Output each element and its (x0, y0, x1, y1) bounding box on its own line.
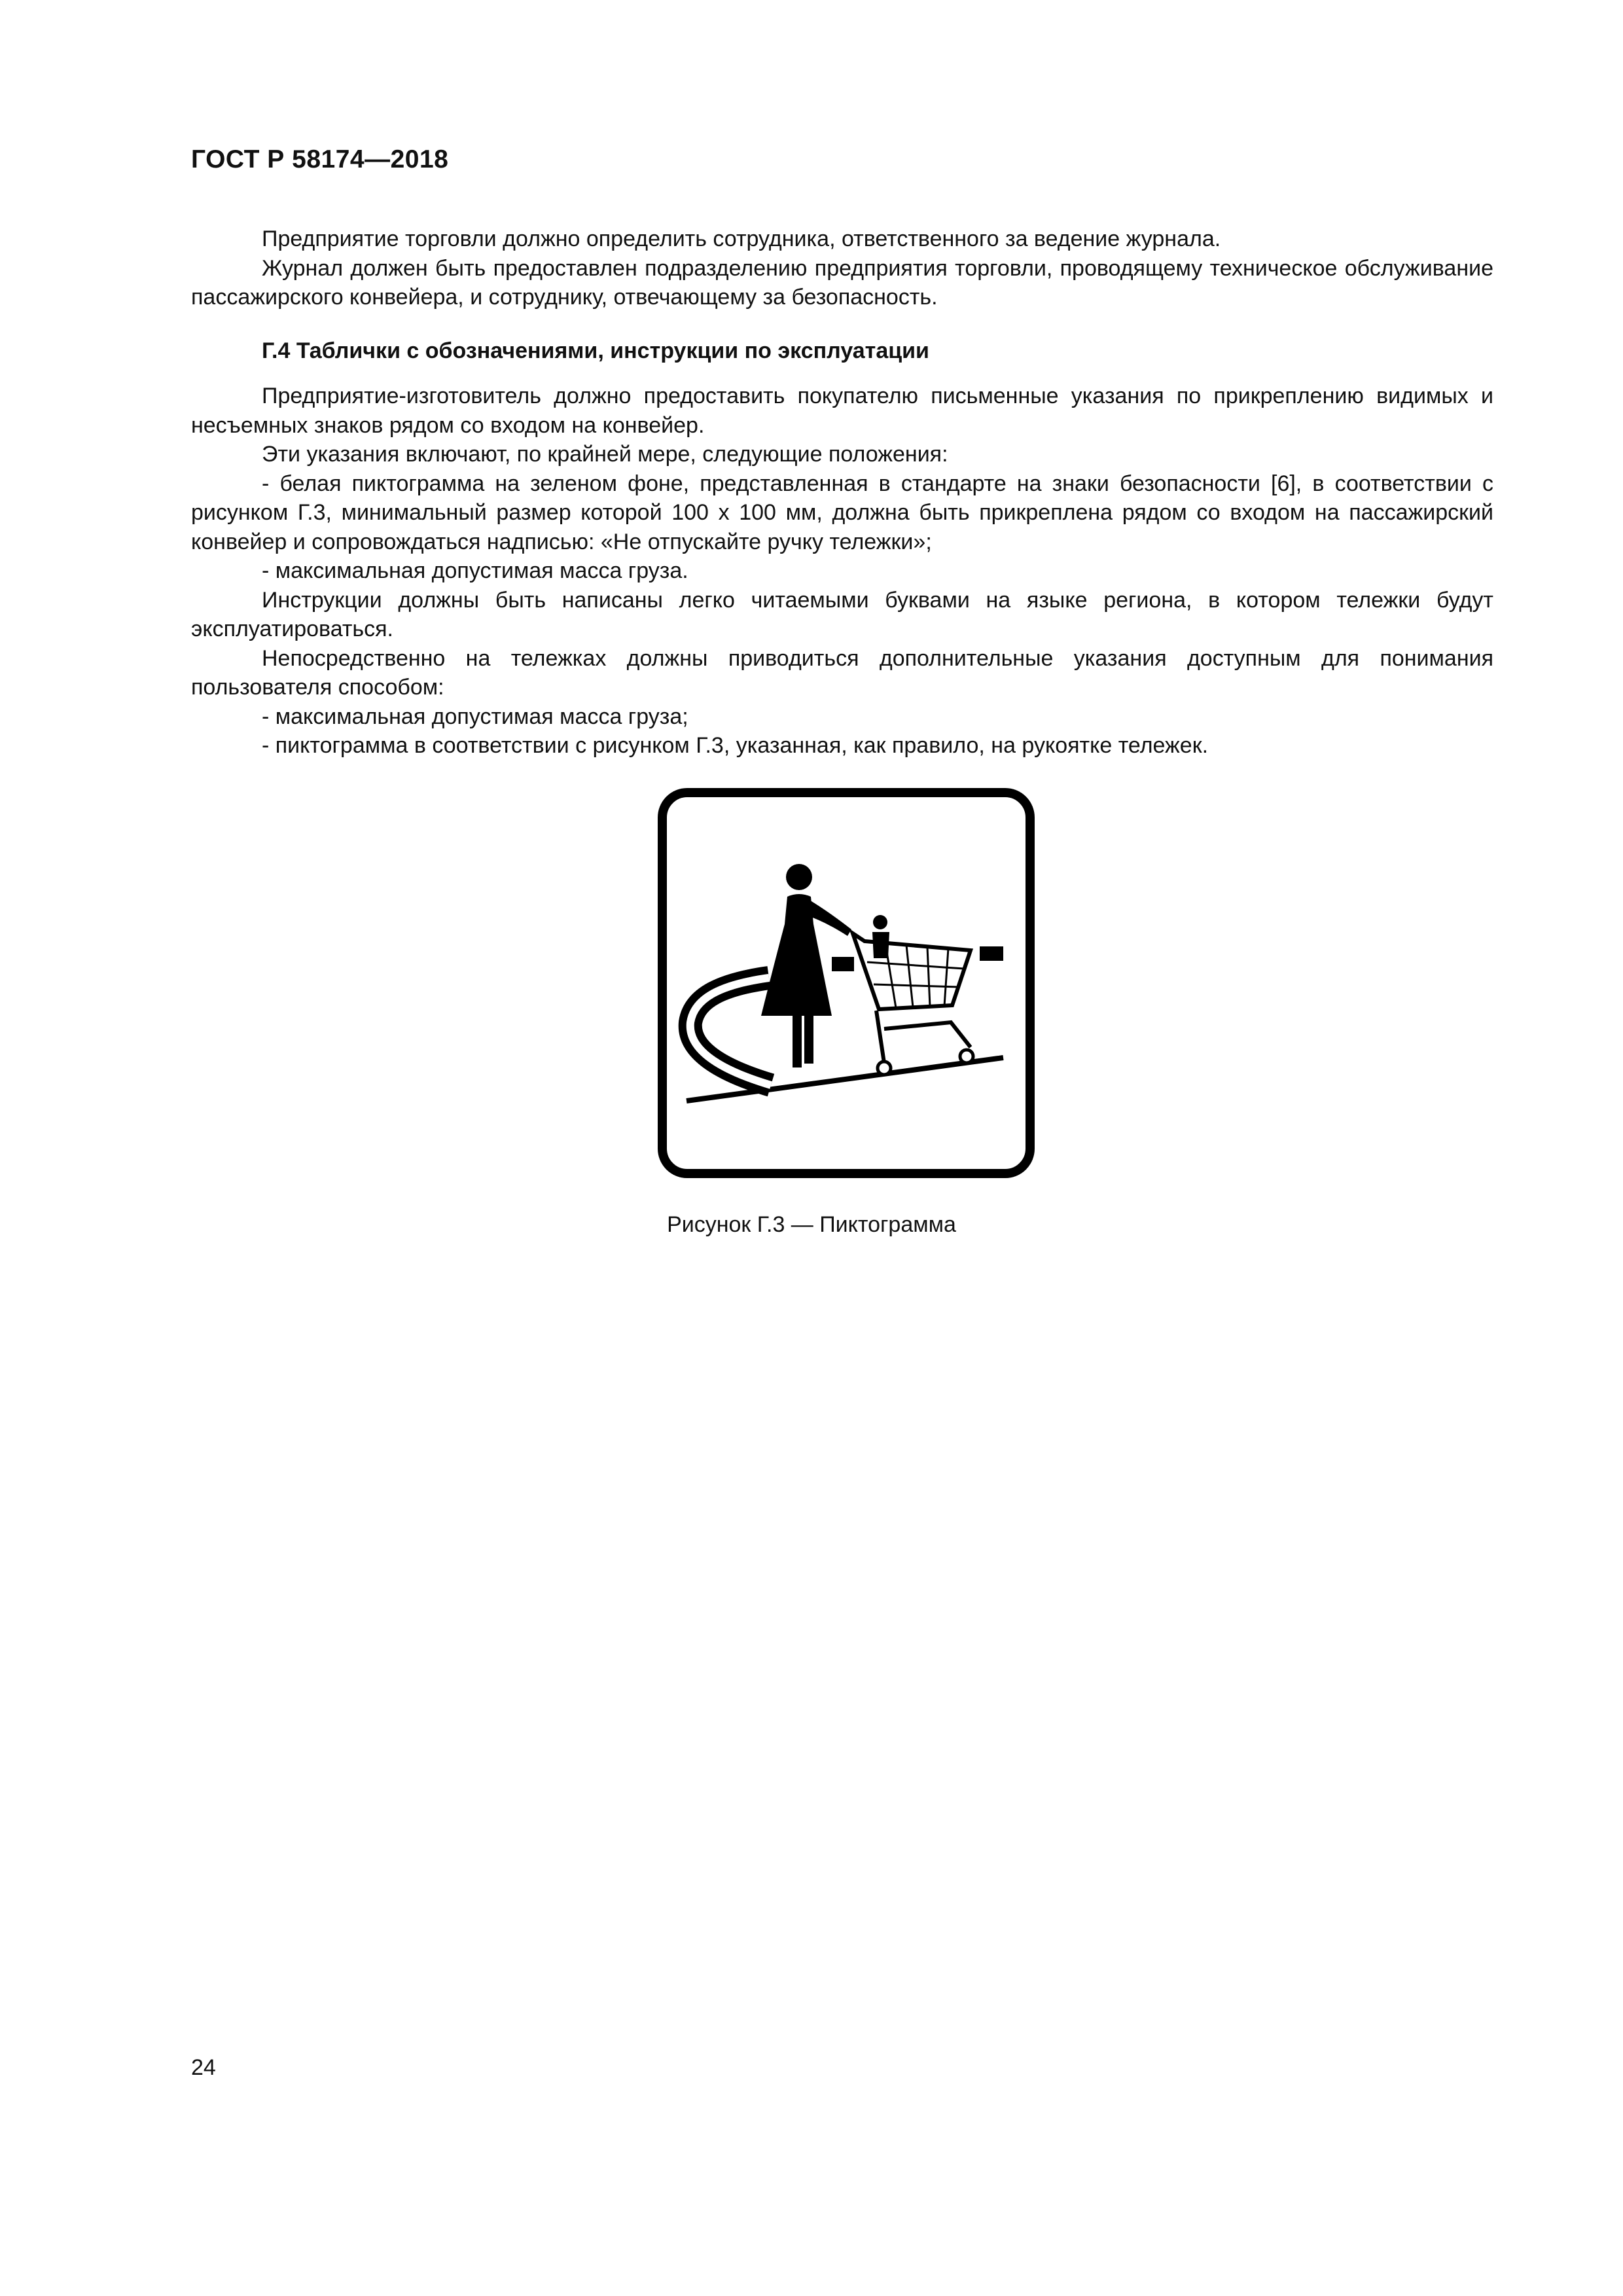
cart-wire-line (867, 962, 964, 969)
child-head-shape (873, 915, 887, 929)
intro-text (191, 224, 1493, 312)
marker-rect-shape (980, 946, 1003, 961)
cart-wire-line (944, 948, 948, 1006)
paragraph: Предприятие-изготовитель должно предоставить покупателю письменные указания по прикреплению видимых и несъемных знаков рядом со входом на конвейер. (191, 384, 1493, 438)
list-item: - пиктограмма в соответствии с рисунком Г.3, указанная, как правило, на рукоятке тележек. (262, 733, 1209, 758)
section-heading: Г.4 Таблички с обозначениями, инструкции по эксплуатации (262, 338, 929, 363)
paragraph: Инструкции должны быть написаны легко читаемыми буквами на языке региона, в котором тележки будут эксплуатироваться. (191, 587, 1493, 641)
cart-wheel-shape (960, 1050, 973, 1063)
paragraph: Непосредственно на тележках должны приводиться дополнительные указания доступным для понимания пользователя способом: (191, 645, 1493, 700)
woman-leg-shape (804, 1013, 813, 1064)
shopping-cart-travelator-pictogram-icon (656, 787, 1036, 1179)
cart-wheel-shape (878, 1062, 891, 1075)
figure-caption: Рисунок Г.3 — Пиктограмма (667, 1212, 956, 1237)
woman-head-shape (786, 864, 812, 890)
cart-wire-line (927, 947, 930, 1007)
marker-rect-shape (832, 957, 854, 971)
paragraph: Журнал должен быть предоставлен подразделению предприятия торговли, проводящему техническое обслуживание пассажирского конвейера, и сотруднику, отвечающему за безопасность. (191, 255, 1493, 310)
cart-wire-line (906, 945, 913, 1007)
pictogram-figure (656, 787, 1036, 1179)
list-item: - максимальная допустимая масса груза; (262, 704, 688, 729)
paragraph: Предприятие торговли должно определить сотрудника, ответственного за ведение журнала. (262, 226, 1221, 251)
list-item: - максимальная допустимая масса груза. (262, 558, 688, 583)
paragraph: Эти указания включают, по крайней мере, следующие положения: (262, 442, 948, 467)
cart-wire-line (885, 944, 896, 1008)
list-item: - белая пиктограмма на зеленом фоне, представленная в стандарте на знаки безопасности [6], в соответствии с рисунком Г.3, минимальный размер которой 100 x 100 мм, должна быть прикреплена рядом со входом на пассажирский конвейер и сопровождаться надписью: «Не отпускайте ручку тележки»; (191, 471, 1493, 554)
page-number: 24 (191, 2055, 216, 2080)
woman-leg-shape (793, 1013, 802, 1067)
document-code: ГОСТ Р 58174—2018 (191, 145, 449, 173)
cart-frame-shape (876, 1011, 971, 1063)
section-text (191, 382, 1493, 761)
